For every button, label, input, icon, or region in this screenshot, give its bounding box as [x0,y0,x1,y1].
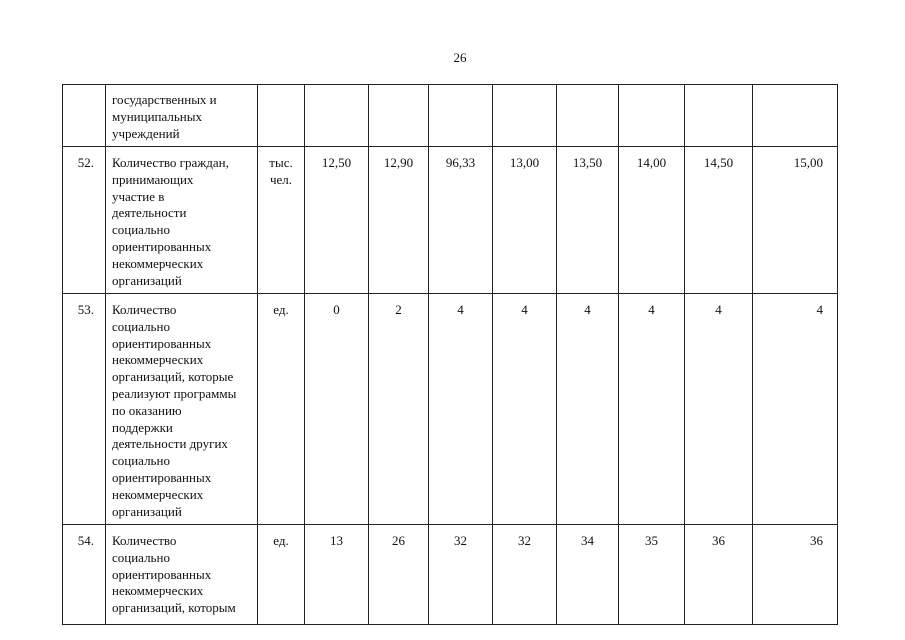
indicator-name-line: социально [112,318,170,334]
indicator-name-line: социально [112,549,170,565]
indicator-name-line: принимающих [112,171,194,187]
unit-line: чел. [269,171,293,187]
unit-cell [258,147,305,294]
value-cell: 26 [369,525,429,625]
table-row [63,525,838,625]
value-cell [305,85,369,147]
indicator-name-line: некоммерческих [112,486,204,502]
row-number: 54. [63,525,106,625]
value-cell: 4 [619,294,685,525]
unit-line: ед. [273,302,289,317]
indicator-name-line: организаций, которым [112,600,236,616]
value-cell: 4 [493,294,557,525]
indicator-name [106,294,258,525]
indicator-name-line: ориентированных [112,238,212,254]
value-cell [493,85,557,147]
indicator-name-line: поддержки [112,419,173,435]
value-cell: 36 [753,525,838,625]
indicator-name-line: участие в [112,188,165,204]
value-cell [557,85,619,147]
indicator-name-line: Количество граждан, [112,155,229,170]
table-row [63,147,838,294]
value-cell: 0 [305,294,369,525]
indicator-name-line: некоммерческих [112,255,204,271]
value-cell: 15,00 [753,147,838,294]
value-cell: 32 [493,525,557,625]
unit-cell [258,294,305,525]
indicator-name-line: реализуют программы [112,385,237,401]
row-number [63,85,106,147]
value-cell: 12,50 [305,147,369,294]
value-cell [369,85,429,147]
row-number: 52. [63,147,106,294]
unit-line: тыс. [269,155,293,170]
indicator-name-line: по оказанию [112,402,182,418]
indicators-table [62,84,838,625]
value-cell: 13,00 [493,147,557,294]
page-number: 26 [453,50,467,65]
table-row [63,85,838,147]
indicator-name [106,525,258,625]
value-cell: 96,33 [429,147,493,294]
value-cell: 36 [685,525,753,625]
value-cell: 13 [305,525,369,625]
row-number: 53. [63,294,106,525]
value-cell [685,85,753,147]
value-cell: 13,50 [557,147,619,294]
value-cell: 34 [557,525,619,625]
indicator-name-line: учреждений [112,125,180,141]
indicator-name [106,147,258,294]
indicator-name [106,85,258,147]
value-cell: 14,00 [619,147,685,294]
indicator-name-line: организаций [112,272,182,288]
indicator-name-line: организаций [112,503,182,519]
indicator-name-line: социально [112,222,170,238]
indicator-name-line: Количество [112,533,177,548]
value-cell: 32 [429,525,493,625]
value-cell: 4 [685,294,753,525]
value-cell: 2 [369,294,429,525]
indicator-name-line: некоммерческих [112,352,204,368]
value-cell: 12,90 [369,147,429,294]
value-cell: 14,50 [685,147,753,294]
indicator-name-line: муниципальных [112,108,203,124]
indicator-name-line: Количество [112,302,177,317]
indicator-name-line: ориентированных [112,566,212,582]
indicator-name-line: ориентированных [112,469,212,485]
value-cell: 4 [429,294,493,525]
indicator-name-line: деятельности [112,205,187,221]
indicator-name-line: социально [112,453,170,469]
unit-cell [258,525,305,625]
value-cell: 4 [753,294,838,525]
unit-cell [258,85,305,147]
indicator-name-line: организаций, которые [112,369,234,385]
value-cell: 35 [619,525,685,625]
indicator-name-line: некоммерческих [112,583,204,599]
value-cell: 4 [557,294,619,525]
value-cell [429,85,493,147]
indicator-name-line: ориентированных [112,335,212,351]
unit-line: ед. [273,533,289,548]
table-row [63,294,838,525]
value-cell [619,85,685,147]
indicator-name-line: государственных и [112,92,217,107]
value-cell [753,85,838,147]
indicator-name-line: деятельности других [112,436,228,452]
